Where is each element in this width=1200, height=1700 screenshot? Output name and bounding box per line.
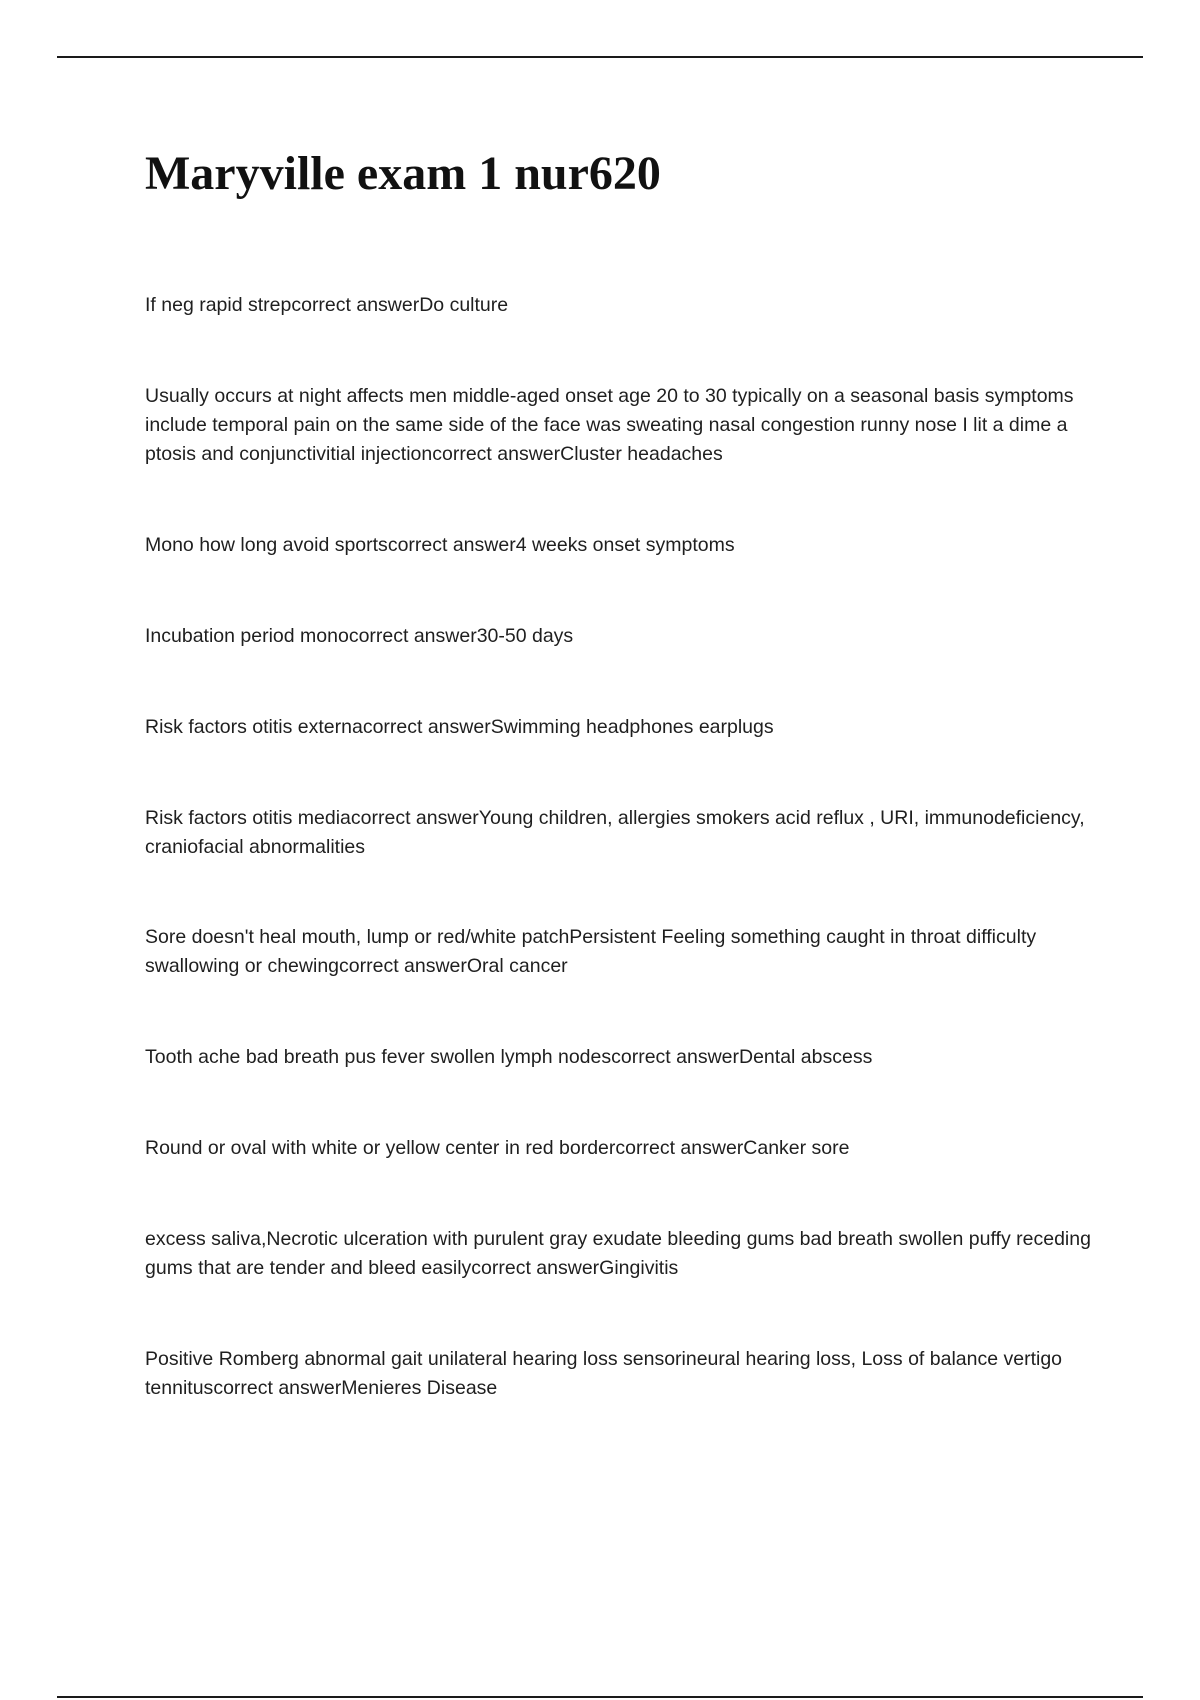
answer-text: 30-50 days	[476, 625, 574, 647]
question-text: excess saliva,Necrotic ulceration with purulent gray exudate bleeding gums bad breath swollen puffy receding gums that are tender and bleed easily	[145, 1228, 1091, 1279]
qa-item	[145, 531, 1095, 560]
qa-item	[145, 382, 1095, 469]
answer-separator: correct answer	[611, 1046, 739, 1068]
top-rule	[57, 56, 1143, 58]
question-text: Incubation period mono	[145, 625, 349, 647]
answer-text: Do culture	[419, 294, 509, 316]
answer-separator: correct answer	[350, 807, 479, 829]
answer-separator: correct answer	[471, 1257, 600, 1279]
answer-separator: correct answer	[291, 294, 420, 316]
answer-text: Oral cancer	[466, 955, 568, 977]
qa-item	[145, 291, 1095, 320]
answer-separator: correct answer	[339, 955, 467, 977]
answer-separator: correct answer	[615, 1137, 744, 1159]
qa-item	[145, 622, 1095, 651]
question-text: Sore doesn't heal mouth, lump or red/white patchPersistent Feeling something caught in throat difficulty swallowing or chewing	[145, 926, 1037, 977]
answer-text: Canker sore	[743, 1137, 850, 1159]
qa-item	[145, 1134, 1095, 1163]
qa-item	[145, 1043, 1095, 1072]
qa-item	[145, 923, 1095, 981]
answer-text: Young children, allergies smokers acid reflux , URI, immunodeficiency, craniofacial abnormalities	[145, 807, 1085, 858]
question-text: Usually occurs at night affects men middle-aged onset age 20 to 30 typically on a seasonal basis symptoms include temporal pain on the same side of the face was sweating nasal congestion runny nose I lit a dime a ptosis and conjunctivitial injection	[145, 385, 1074, 465]
question-text: Positive Romberg abnormal gait unilateral hearing loss sensorineural hearing loss, Loss of balance vertigo tennitus	[145, 1348, 1063, 1399]
qa-item	[145, 713, 1095, 742]
answer-separator: correct answer	[387, 534, 516, 556]
answer-text: 4 weeks onset symptoms	[515, 534, 735, 556]
answer-text: Gingivitis	[599, 1257, 679, 1279]
qa-item	[145, 1225, 1095, 1283]
answer-text: Menieres Disease	[341, 1377, 498, 1399]
answer-text: Dental abscess	[739, 1046, 873, 1068]
answer-text: Swimming headphones earplugs	[490, 716, 774, 738]
qa-item	[145, 1345, 1095, 1403]
page-title: Maryville exam 1 nur620	[145, 147, 661, 200]
qa-item	[145, 804, 1095, 862]
answer-separator: correct answer	[432, 443, 561, 465]
answer-separator: correct answer	[362, 716, 491, 738]
question-text: Mono how long avoid sports	[145, 534, 388, 556]
question-text: Round or oval with white or yellow center in red border	[145, 1137, 616, 1159]
question-text: Risk factors otitis externa	[145, 716, 363, 738]
answer-separator: correct answer	[213, 1377, 342, 1399]
question-text: Risk factors otitis media	[145, 807, 351, 829]
answer-separator: correct answer	[348, 625, 477, 647]
answer-text: Cluster headaches	[560, 443, 723, 465]
question-text: Tooth ache bad breath pus fever swollen lymph nodes	[145, 1046, 612, 1068]
question-text: If neg rapid strep	[145, 294, 292, 316]
bottom-rule	[57, 1696, 1143, 1698]
